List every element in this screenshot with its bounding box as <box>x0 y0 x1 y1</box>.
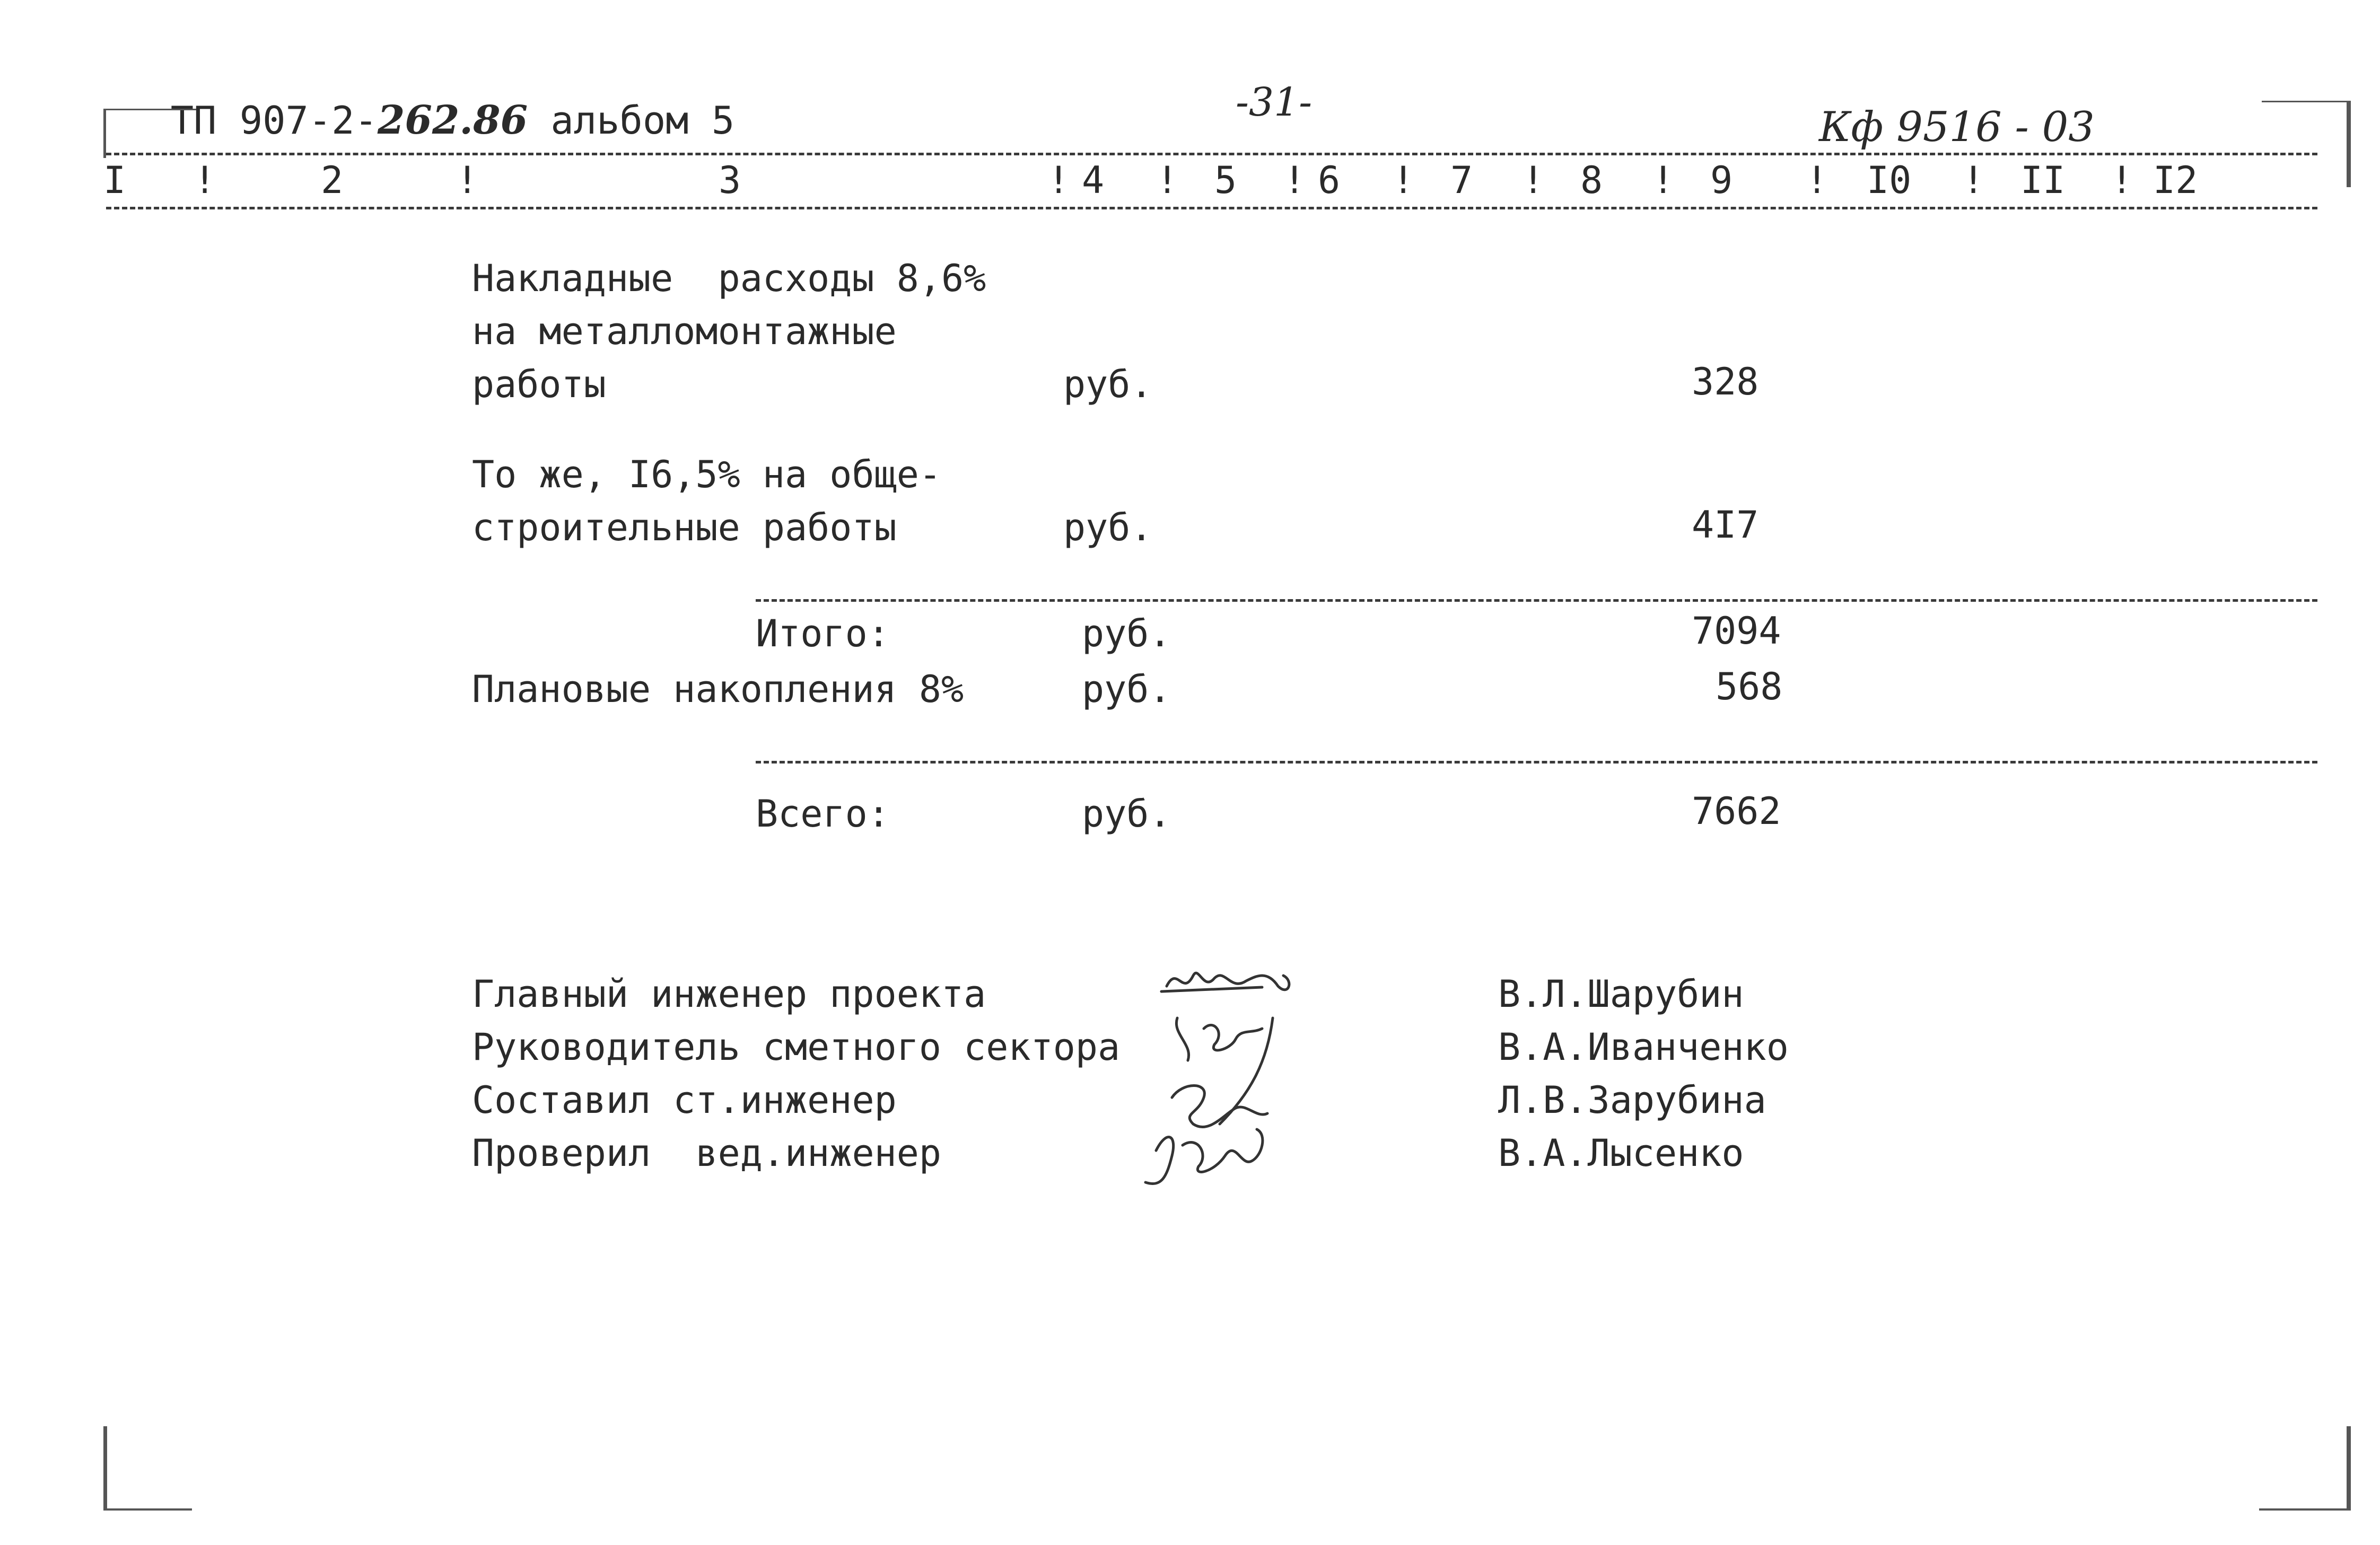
subtotal-amount: 7094 <box>1692 609 1781 653</box>
row-description-line: Накладные расходы 8,6% <box>472 257 986 300</box>
signatory-role: Составил ст.инженер <box>472 1078 897 1122</box>
column-number-2: 2 <box>321 159 344 202</box>
column-number-1: I <box>103 159 126 202</box>
column-number-8: 8 <box>1580 159 1603 202</box>
column-separator: ! <box>1283 159 1306 202</box>
subtotal-unit: руб. <box>1082 612 1171 655</box>
document-prefix: ТП 907-2- <box>170 98 378 143</box>
column-number-3: 3 <box>719 159 741 202</box>
column-separator: ! <box>456 159 479 202</box>
row-unit: руб. <box>1063 506 1153 549</box>
corner-mark-top-right <box>2262 101 2351 187</box>
corner-mark-bottom-left <box>103 1426 192 1511</box>
corner-mark-bottom-right <box>2259 1426 2351 1511</box>
column-separator: ! <box>1047 159 1070 202</box>
row-description-line: То же, I6,5% на обще- <box>472 453 942 496</box>
planned-savings-amount: 568 <box>1716 665 1783 708</box>
column-separator: ! <box>1392 159 1415 202</box>
column-separator: ! <box>2111 159 2133 202</box>
signatory-name: Л.В.Зарубина <box>1498 1078 1766 1122</box>
signatory-role: Проверил вед.инженер <box>472 1131 942 1175</box>
subtotal-label: Итого: <box>756 612 890 655</box>
column-separator: ! <box>1806 159 1828 202</box>
row-description-line: строительные работы <box>472 506 897 549</box>
corner-mark-top-left <box>103 109 196 158</box>
signatory-name: В.Л.Шарубин <box>1498 972 1744 1016</box>
column-separator: ! <box>1962 159 1985 202</box>
subtotal-rule <box>756 599 2317 602</box>
column-separator: ! <box>1156 159 1179 202</box>
document-designation <box>125 63 735 143</box>
column-number-7: 7 <box>1450 159 1473 202</box>
column-number-6: 6 <box>1318 159 1341 202</box>
total-unit: руб. <box>1082 792 1171 836</box>
signatory-role: Главный инженер проекта <box>472 972 986 1016</box>
planned-savings-unit: руб. <box>1082 668 1171 711</box>
column-header-top-rule <box>106 153 2317 155</box>
row-amount: 4I7 <box>1692 503 1759 547</box>
row-description-line: на металломонтажные <box>472 310 897 353</box>
total-amount: 7662 <box>1692 789 1781 833</box>
column-number-9: 9 <box>1710 159 1733 202</box>
planned-savings-label: Плановые накопления 8% <box>472 668 964 711</box>
document-number-handwritten: 262.86 <box>377 98 528 143</box>
column-separator: ! <box>1652 159 1675 202</box>
column-header-bottom-rule <box>106 207 2317 209</box>
total-label: Всего: <box>756 792 890 836</box>
column-number-4: 4 <box>1082 159 1105 202</box>
column-separator: ! <box>194 159 216 202</box>
page-number: -31- <box>1236 80 1312 125</box>
signatory-name: В.А.Иванченко <box>1498 1025 1789 1069</box>
column-number-11: II <box>2020 159 2066 202</box>
album-label: альбом 5 <box>550 98 735 143</box>
row-description-line: работы <box>472 363 606 406</box>
column-number-10: I0 <box>1867 159 1912 202</box>
signatory-name: В.А.Лысенко <box>1498 1131 1744 1175</box>
row-unit: руб. <box>1063 363 1153 406</box>
total-rule <box>756 761 2317 763</box>
column-number-5: 5 <box>1214 159 1237 202</box>
handwritten-signatures <box>1092 954 1421 1209</box>
column-separator: ! <box>1522 159 1545 202</box>
row-amount: 328 <box>1692 360 1759 403</box>
signatory-role: Руководитель сметного сектора <box>472 1025 1121 1069</box>
handwritten-code: Кф 9516 - 03 <box>1819 103 2095 151</box>
column-number-12: I2 <box>2153 159 2198 202</box>
